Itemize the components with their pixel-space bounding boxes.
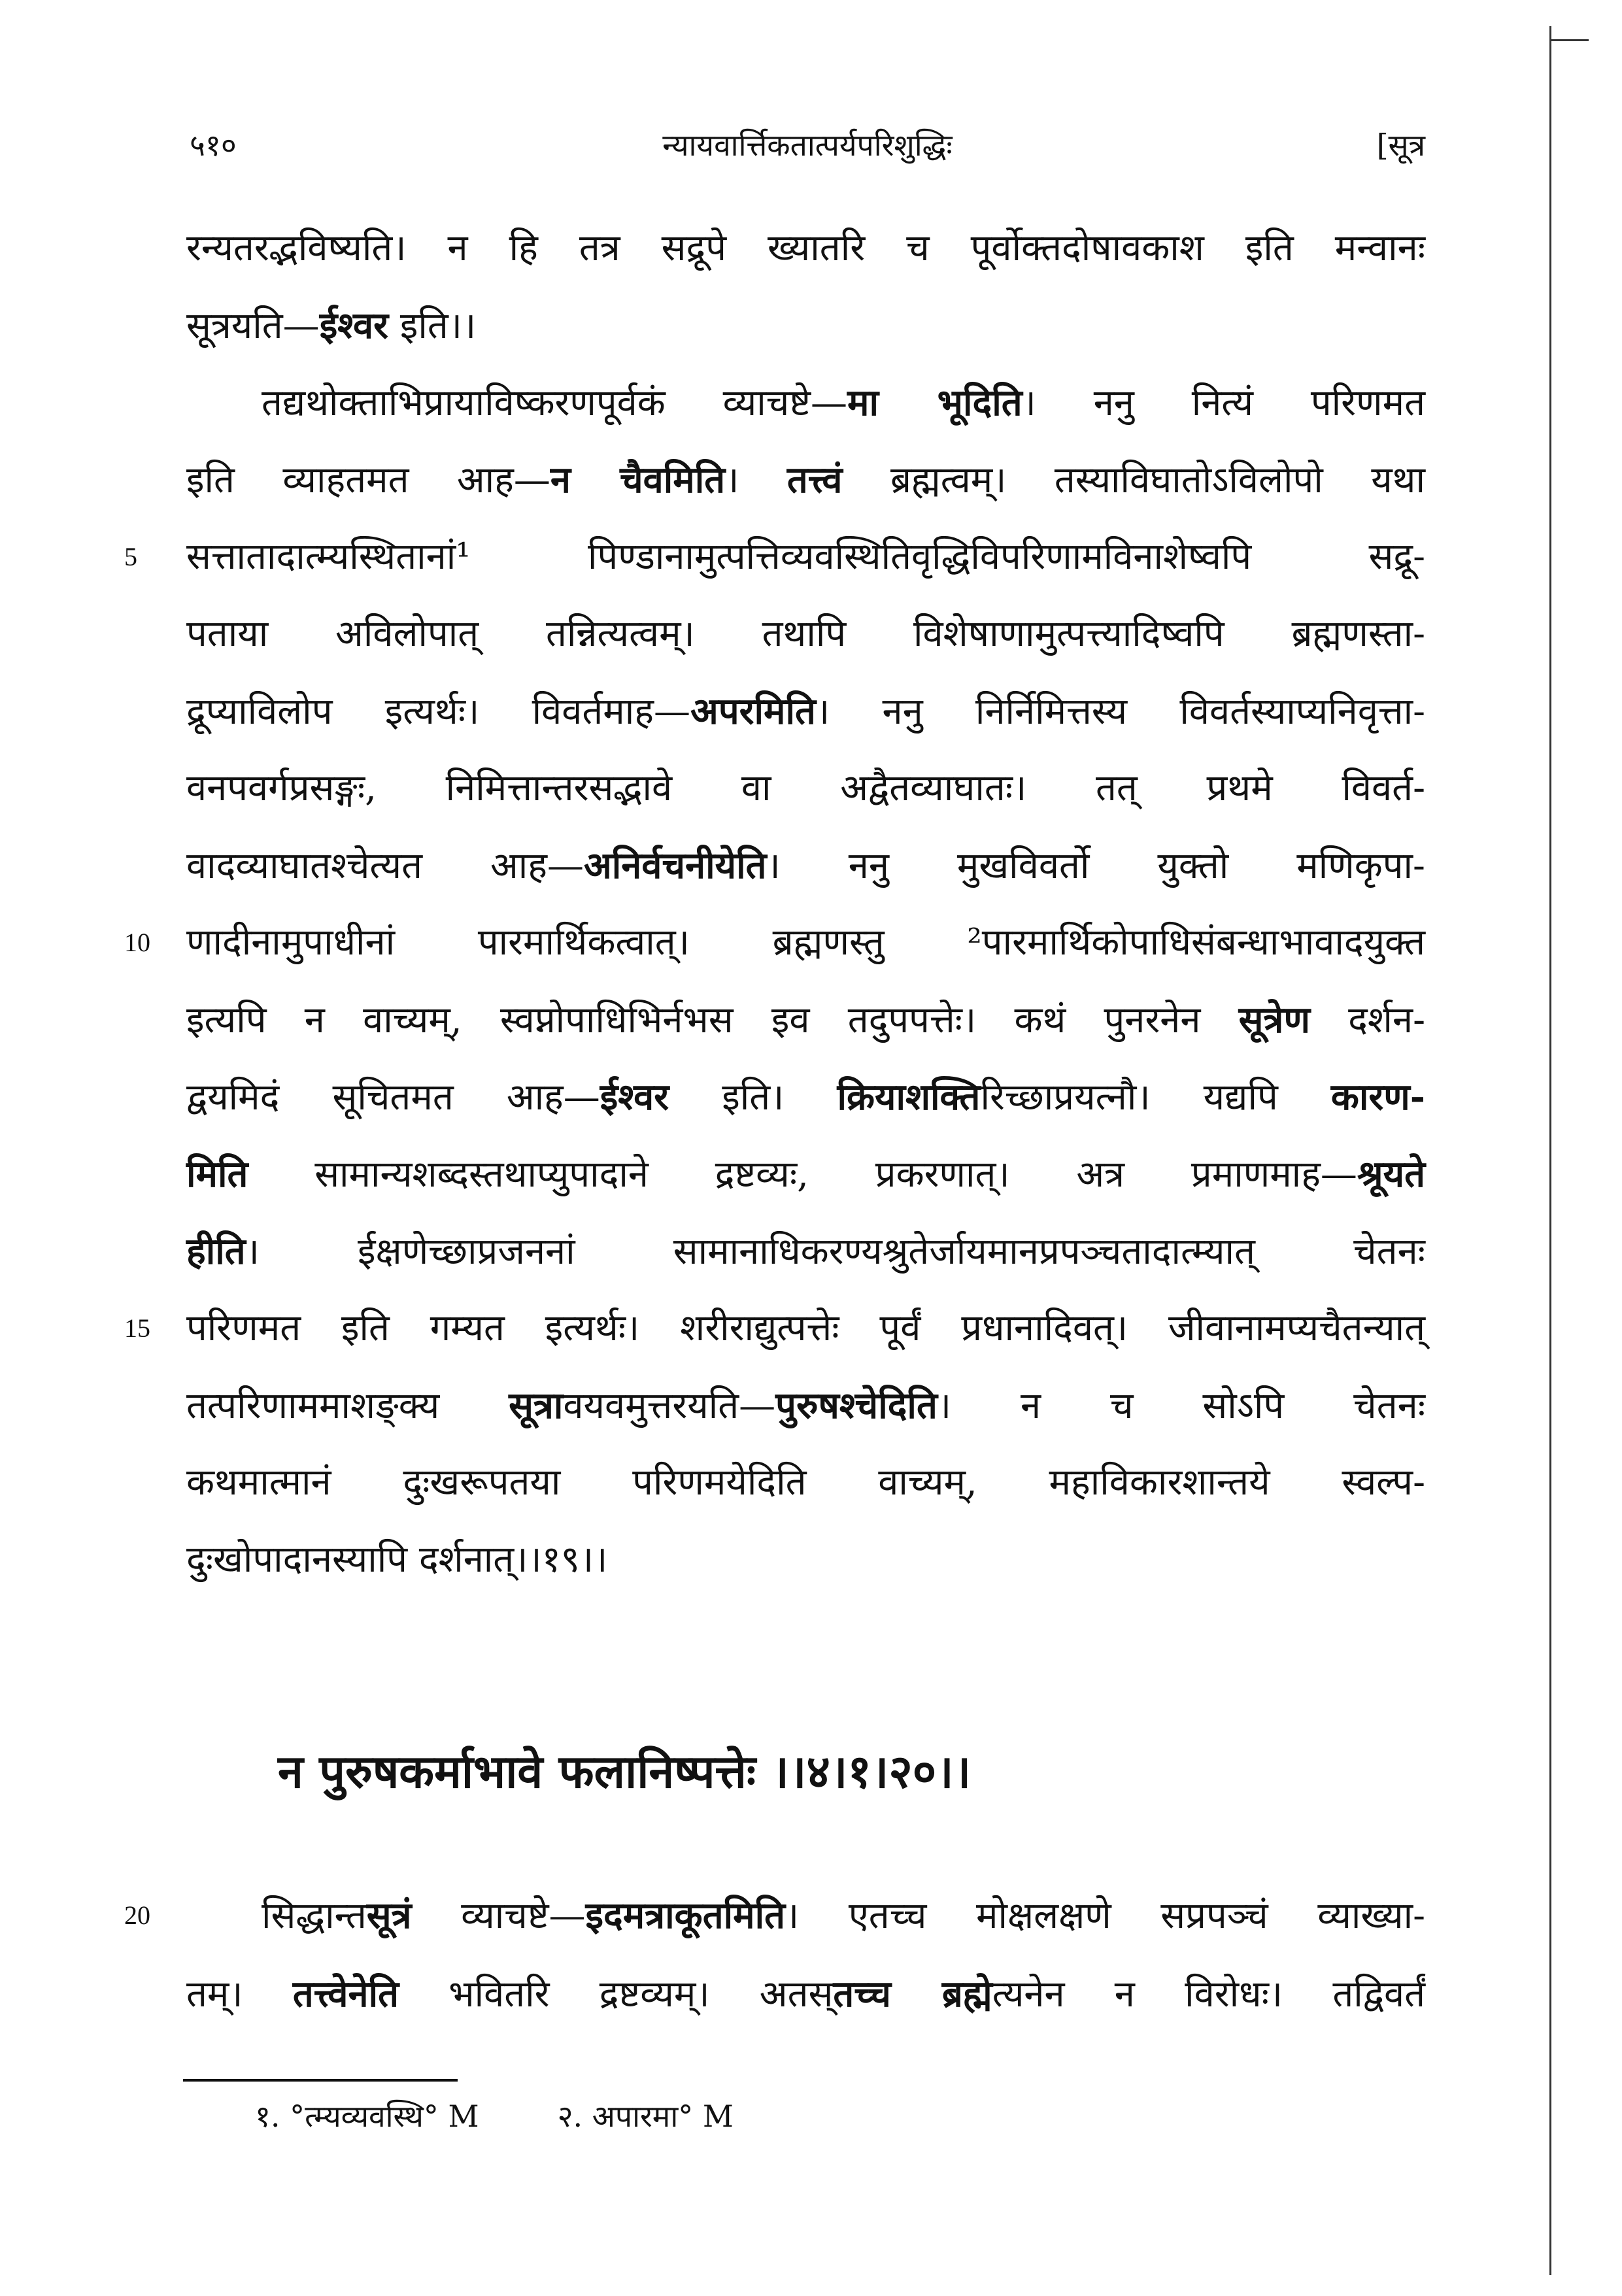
text-run: सूत्रयति— [186, 305, 320, 347]
sutra-heading: न पुरुषकर्माभावे फलानिष्पत्तेः ।।४।१।२०।। [278, 1744, 972, 1798]
text-run: वादव्याघातश्चेत्यत आह— [186, 845, 584, 887]
text-run: इति व्याहतमत आह— [186, 459, 550, 501]
text-line [186, 377, 1425, 429]
text-run: सत्तातादात्म्यस्थितानां¹ पिण्डानामुत्पत्तिव्यवस्थितिवृद्धिविपरिणामविनाशेष्वपि सद्रू- [186, 535, 1425, 578]
text-run: । ननु मुखविवर्तो युक्तो मणिकृपा- [766, 845, 1425, 887]
bold-term: ईश्वर [319, 304, 389, 347]
text-line [186, 454, 1425, 506]
text-line [186, 1968, 1425, 2020]
text-run: त्यनेन न विरोधः। तद्विवर्तं [992, 1973, 1425, 2016]
text-line [186, 917, 1425, 969]
text-run: सिद्धान्त [262, 1895, 367, 1937]
text-run: रन्यतरद्भविष्यति। न हि तत्र सद्रूपे ख्यातरि च पूर्वोक्तदोषावकाश इति मन्वानः [186, 227, 1425, 269]
section-label: [सूत्र [1376, 127, 1425, 163]
text-run: तत्परिणाममाशङ्क्य [186, 1385, 509, 1427]
footnote-2: २. अपारमा° M [557, 2099, 734, 2134]
text-line [186, 762, 1425, 815]
bold-term: क्रियाशक्ति [837, 1075, 981, 1119]
text-run: । न च सोऽपि चेतनः [937, 1385, 1426, 1427]
text-run: तम्। [186, 1973, 293, 2016]
text-run: तद्यथोक्ताभिप्रायाविष्करणपूर्वकं व्याचष्टे— [262, 382, 848, 424]
text-line [186, 1071, 1425, 1123]
running-header [190, 124, 1425, 183]
text-run: पताया अविलोपात् तन्नित्यत्वम्। तथापि विशेषाणामुत्पत्त्यादिष्वपि ब्रह्मणस्ता- [186, 613, 1425, 655]
line-number: 10 [124, 928, 150, 957]
running-title: न्यायवार्त्तिकतात्पर्यपरिशुद्धिः [662, 127, 953, 163]
text-run: दर्शन- [1309, 999, 1425, 1041]
bold-term: तच्च ब्रह्मे [833, 1972, 992, 2016]
bold-term: कारण- [1330, 1075, 1425, 1119]
page-number: ५१० [190, 127, 237, 163]
text-run: व्याचष्टे— [411, 1895, 586, 1937]
line-number: 5 [124, 542, 137, 571]
text-run: सामान्यशब्दस्तथाप्युपादाने द्रष्टव्यः, प्रकरणात्। अत्र प्रमाणमाह— [248, 1153, 1357, 1196]
bold-term: श्रूयते [1357, 1153, 1425, 1196]
page-edge-line [1549, 26, 1551, 2275]
text-line [186, 1379, 1425, 1432]
text-run: दुःखोपादानस्यापि दर्शनात्।।१९।। [186, 1538, 608, 1581]
bold-term: तत्त्वं [786, 458, 843, 501]
page-edge-tick [1549, 39, 1589, 41]
bold-term: हीति [186, 1230, 246, 1273]
text-line [186, 685, 1425, 737]
text-run: भवितरि द्रष्टव्यम्। अतस् [399, 1973, 834, 2016]
text-run: । [725, 459, 787, 501]
text-run: इत्यपि न वाच्यम्, स्वप्नोपाधिभिर्नभस इव तदुपपत्तेः। कथं पुनरनेन [186, 999, 1239, 1041]
text-line [186, 1148, 1425, 1200]
text-line [186, 1225, 1425, 1277]
line-number: 20 [124, 1900, 150, 1930]
bold-term: तत्त्वेनेति [292, 1972, 399, 2016]
bold-term: मा भूदिति [847, 381, 1022, 424]
text-line [186, 608, 1425, 660]
line-number: 15 [124, 1313, 150, 1343]
text-line [186, 1889, 1425, 1942]
bold-term: न चैवमिति [550, 458, 726, 501]
text-line [186, 839, 1425, 892]
bold-term: अनिर्वचनीयेति [583, 844, 767, 887]
text-run: वयवमुत्तरयति— [563, 1385, 776, 1427]
bold-term: सूत्रं [366, 1894, 412, 1937]
bold-term: पुरुषश्चेदिति [775, 1384, 938, 1427]
text-run: रिच्छाप्रयत्नौ। यद्यपि [980, 1076, 1331, 1119]
text-run: । ईक्षणेच्छाप्रजननां सामानाधिकरण्यश्रुतेर्जायमानप्रपञ्चतादात्म्यात् चेतनः [245, 1230, 1425, 1273]
text-line [186, 222, 1425, 275]
bold-term: अपरमिति [690, 690, 816, 733]
bold-term: मिति [186, 1153, 248, 1196]
text-run: इति।। [388, 305, 477, 347]
bold-term: इदमत्राकूतमिति [585, 1894, 786, 1937]
text-run: द्वयमिदं सूचितमत आह— [186, 1076, 600, 1119]
text-run: ब्रह्मत्वम्। तस्याविघातोऽविलोपो यथा [842, 459, 1425, 501]
text-line [186, 1302, 1425, 1355]
text-run: णादीनामुपाधीनां पारमार्थिकत्वात्। ब्रह्मणस्तु ²पारमार्थिकोपाधिसंबन्धाभावादयुक्त [186, 921, 1425, 964]
text-run: वनपवर्गप्रसङ्गः, निमित्तान्तरसद्भावे वा अद्वैतव्याघातः। तत् प्रथमे विवर्त- [186, 767, 1425, 809]
text-line [186, 299, 1425, 352]
footnotes [255, 2095, 734, 2136]
bold-term: सूत्रा [509, 1384, 564, 1427]
text-line [186, 531, 1425, 583]
footnote-rule [183, 2079, 458, 2082]
text-run: । ननु नित्यं परिणमत [1022, 382, 1425, 424]
text-run: परिणमत इति गम्यत इत्यर्थः। शरीराद्युत्पत्तेः पूर्वं प्रधानादिवत्। जीवानामप्यचैतन्यात् [186, 1307, 1425, 1349]
text-run: । एतच्च मोक्षलक्षणे सप्रपञ्चं व्याख्या- [785, 1895, 1426, 1937]
text-run: द्रूप्याविलोप इत्यर्थः। विवर्तमाह— [186, 690, 691, 733]
bold-term: सूत्रेण [1238, 998, 1310, 1041]
text-line [186, 1534, 1425, 1586]
text-run: । ननु निर्निमित्तस्य विवर्तस्याप्यनिवृत्ता- [815, 690, 1425, 733]
text-run: कथमात्मानं दुःखरूपतया परिणमयेदिति वाच्यम्, महाविकारशान्तये स्वल्प- [186, 1461, 1425, 1504]
text-run: इति। [669, 1076, 837, 1119]
text-line [186, 1457, 1425, 1509]
text-line [186, 994, 1425, 1046]
footnote-1: १. °त्म्यव्यवस्थि° M [255, 2099, 479, 2134]
bold-term: ईश्वर [600, 1075, 669, 1119]
